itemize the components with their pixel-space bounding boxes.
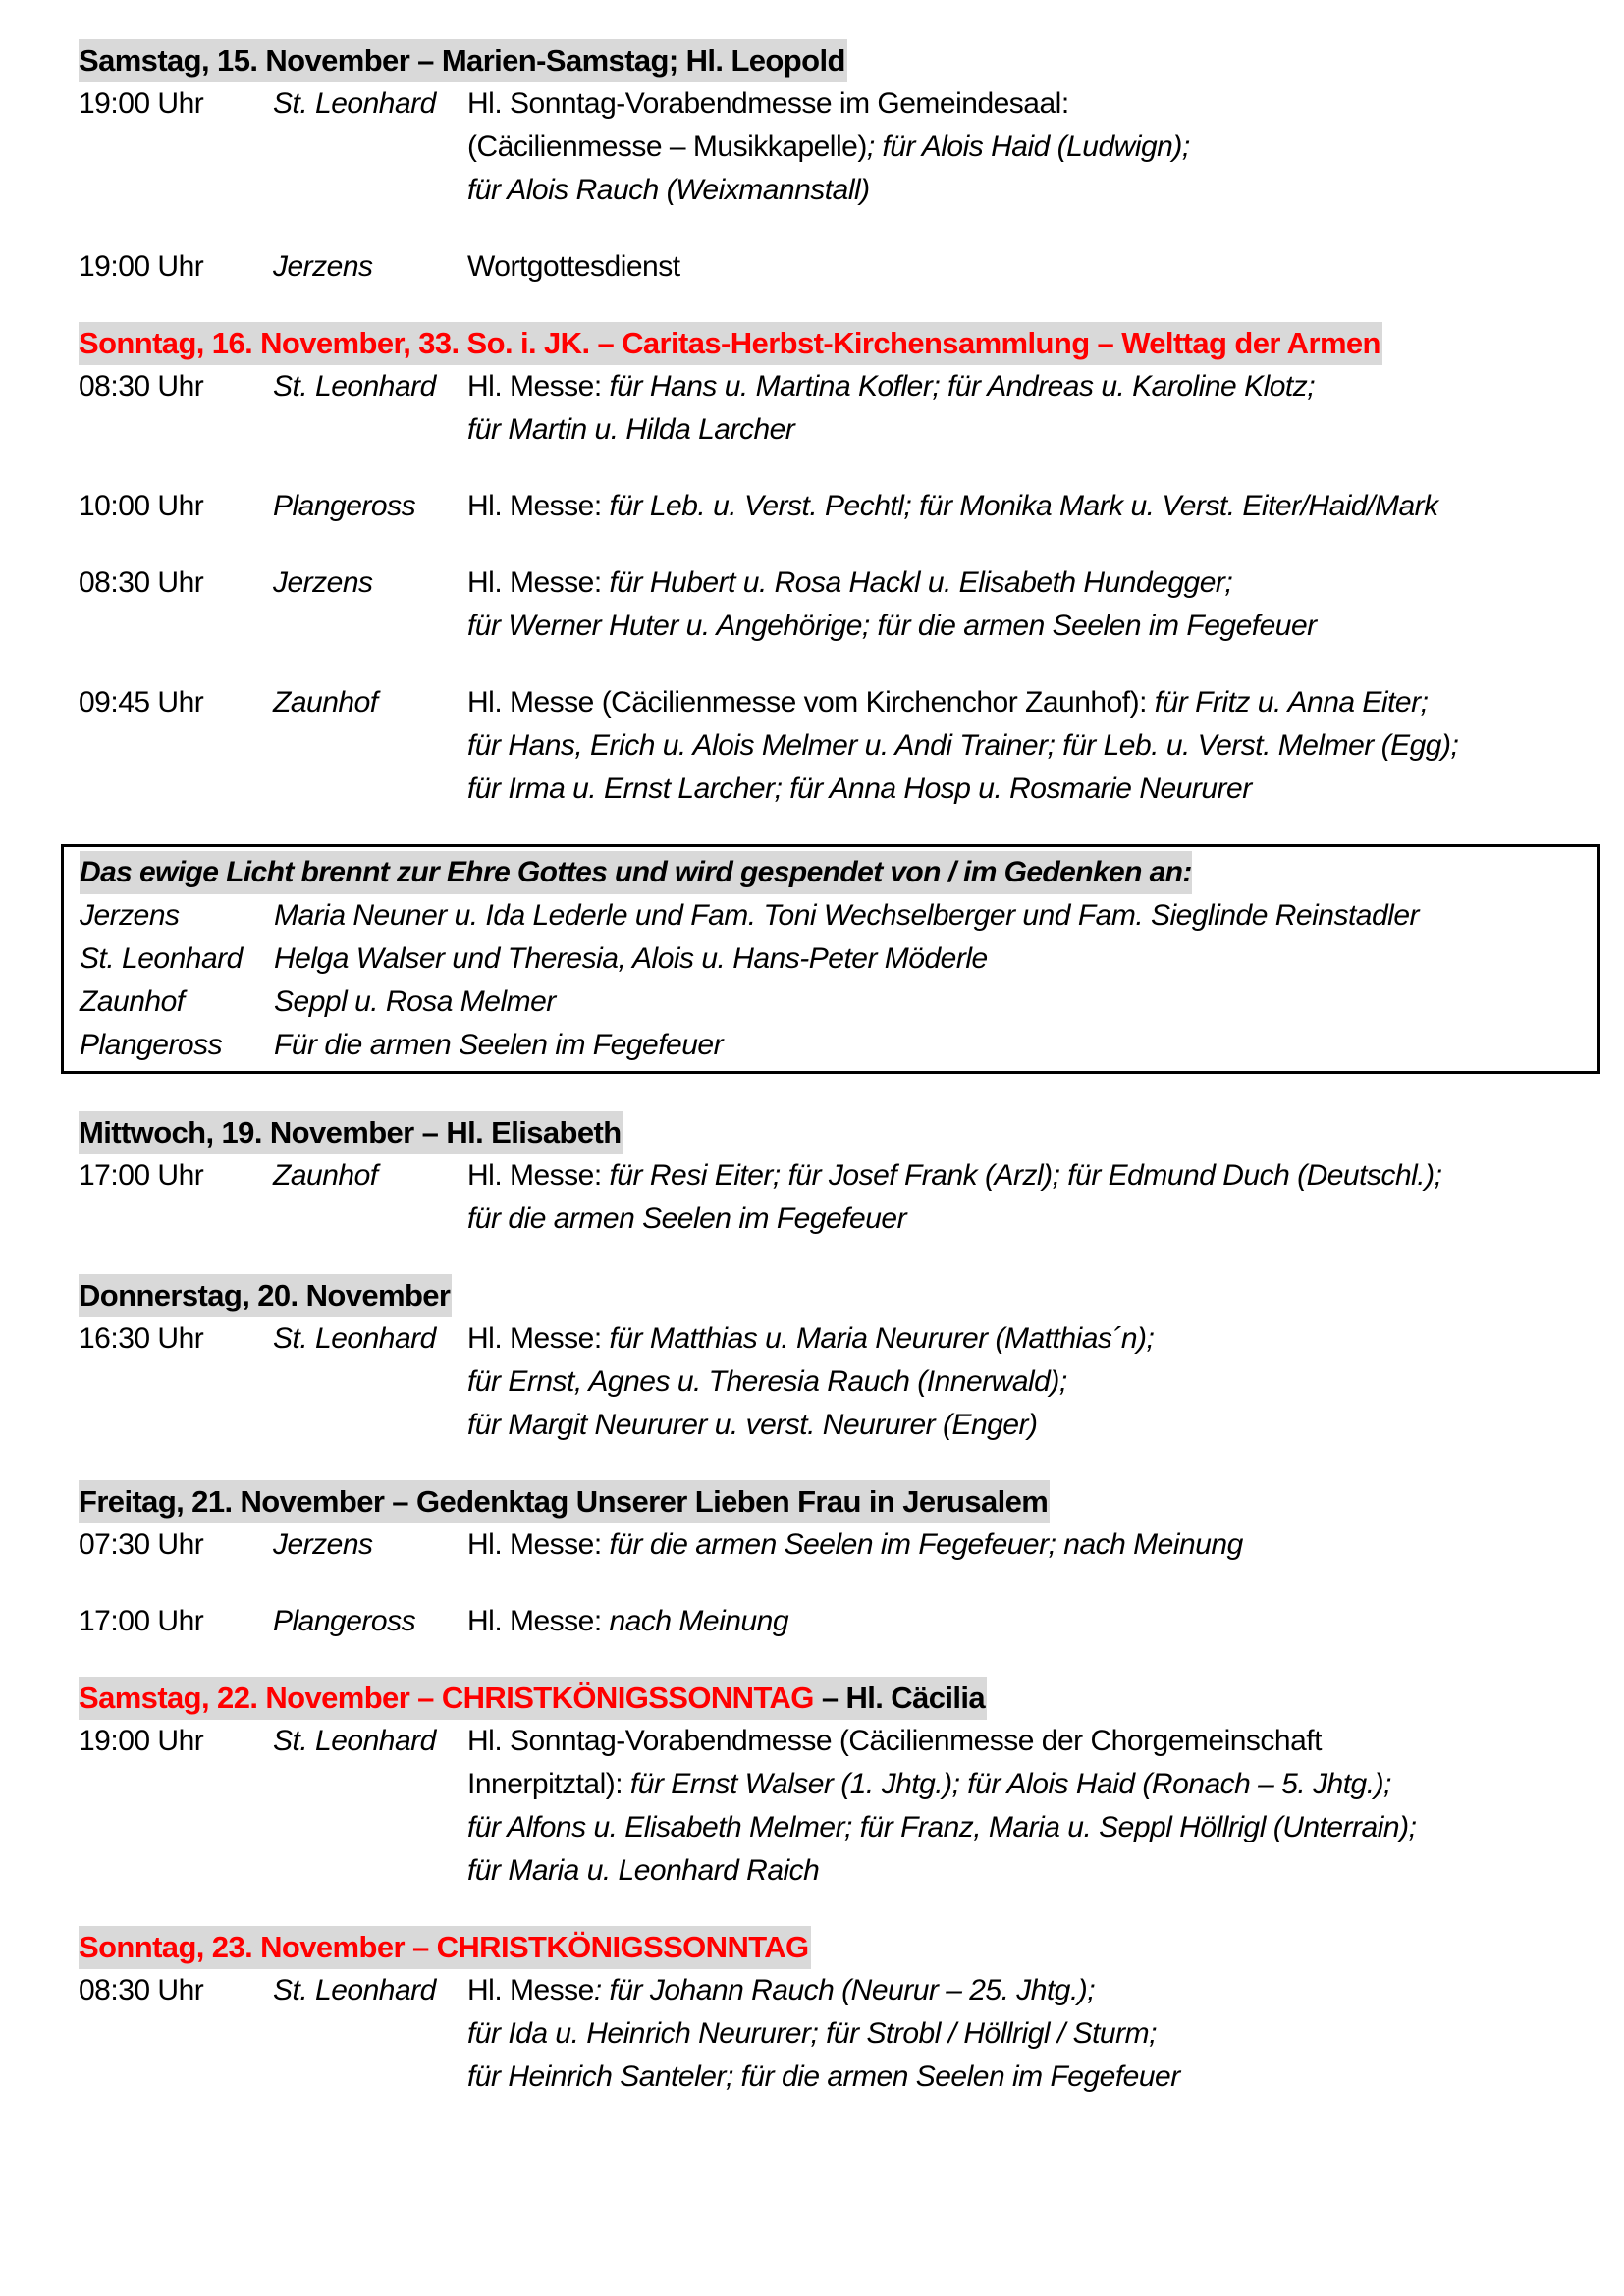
ewiges-licht-rows: [80, 894, 1582, 1067]
service-description: [467, 245, 1581, 289]
day-header-text: Mittwoch, 19. November – Hl. Elisabeth: [79, 1115, 622, 1149]
intention-text: für Leb. u. Verst. Pechtl; für Monika Mark u. Verst. Eiter/Haid/Mark: [609, 490, 1438, 522]
schedule-part-2: [79, 1111, 1581, 2099]
ewiges-licht-location: Plangeross: [80, 1029, 223, 1061]
intention-text: für Hans, Erich u. Alois Melmer u. Andi Trainer; für Leb. u. Verst. Melmer (Egg);: [467, 729, 1459, 762]
service-entry: [79, 485, 1581, 528]
day-header: [79, 1111, 623, 1154]
description-line: [467, 82, 1581, 126]
description-line: [467, 1806, 1581, 1849]
service-location: Plangeross: [273, 490, 416, 522]
service-entry: [79, 561, 1581, 648]
description-line: [467, 169, 1581, 212]
description-line: [467, 1600, 1581, 1643]
service-location: Zaunhof: [273, 686, 378, 719]
service-location: Jerzens: [273, 250, 373, 283]
intention-text: für Irma u. Ernst Larcher; für Anna Hosp u. Rosmarie Neururer: [467, 773, 1252, 805]
day-header: [79, 39, 847, 82]
mass-type-text: Hl. Messe:: [467, 566, 610, 599]
day-header-red: Sonntag, 16. November, 33. So. i. JK. – Caritas-Herbst-Kirchensammlung – Welttag der Armen: [79, 326, 1380, 360]
intention-text: für Matthias u. Maria Neururer (Matthias´n);: [609, 1322, 1155, 1355]
service-time: 17:00 Uhr: [79, 1159, 204, 1192]
intention-text: für Ida u. Heinrich Neururer; für Strobl / Höllrigl / Sturm;: [467, 2017, 1157, 2050]
description-line: [467, 126, 1581, 169]
day-header: [79, 1274, 452, 1317]
service-time: 19:00 Uhr: [79, 87, 204, 120]
service-time: 09:45 Uhr: [79, 686, 204, 719]
mass-type-text: Hl. Sonntag-Vorabendmesse (Cäcilienmesse der Chorgemeinschaft: [467, 1725, 1322, 1757]
service-location: St. Leonhard: [273, 1974, 436, 2006]
service-description: [467, 1600, 1581, 1643]
service-location: St. Leonhard: [273, 1322, 436, 1355]
mass-type-text: Innerpitztal):: [467, 1768, 630, 1800]
mass-type-text: Hl. Messe:: [467, 370, 610, 402]
intention-text: für Maria u. Leonhard Raich: [467, 1854, 820, 1887]
service-time: 08:30 Uhr: [79, 566, 204, 599]
ewiges-licht-row: [80, 1024, 1582, 1067]
description-line: [467, 561, 1581, 605]
description-line: [467, 681, 1581, 724]
mass-type-text: Hl. Messe:: [467, 490, 610, 522]
intention-text: ; für Alois Haid (Ludwign);: [866, 131, 1190, 163]
description-line: [467, 1404, 1581, 1447]
description-line: [467, 365, 1581, 408]
day-block: [79, 1274, 1581, 1447]
service-time: 10:00 Uhr: [79, 490, 204, 522]
description-line: [467, 724, 1581, 768]
description-line: [467, 1523, 1581, 1567]
ewiges-licht-location: Zaunhof: [80, 986, 185, 1018]
description-line: [467, 605, 1581, 648]
service-location: Plangeross: [273, 1605, 416, 1637]
description-line: [467, 408, 1581, 452]
schedule-part-1: [79, 39, 1581, 811]
description-line: [467, 2056, 1581, 2099]
day-block: [79, 39, 1581, 289]
description-line: [467, 768, 1581, 811]
mass-type-text: Hl. Messe:: [467, 1322, 610, 1355]
service-entry: [79, 681, 1581, 811]
intention-text: für Ernst, Agnes u. Theresia Rauch (Innerwald);: [467, 1365, 1067, 1398]
mass-type-text: Hl. Messe (Cäcilienmesse vom Kirchenchor Zaunhof):: [467, 686, 1155, 719]
intention-text: für die armen Seelen im Fegefeuer: [467, 1202, 907, 1235]
service-location: Jerzens: [273, 566, 373, 599]
day-header-text: – Hl. Cäcilia: [813, 1681, 986, 1715]
service-location: Jerzens: [273, 1528, 373, 1561]
day-header: [79, 322, 1382, 365]
ewiges-licht-row: [80, 894, 1582, 937]
ewiges-licht-title: Das ewige Licht brennt zur Ehre Gottes und wird gespendet von / im Gedenken an:: [80, 851, 1192, 894]
mass-type-text: Hl. Messe:: [467, 1528, 610, 1561]
service-description: [467, 561, 1581, 648]
description-line: [467, 1198, 1581, 1241]
description-line: [467, 1154, 1581, 1198]
service-time: 17:00 Uhr: [79, 1605, 204, 1637]
day-header-text: Freitag, 21. November – Gedenktag Unserer Lieben Frau in Jerusalem: [79, 1484, 1049, 1519]
service-entry: [79, 1969, 1581, 2099]
service-location: St. Leonhard: [273, 1725, 436, 1757]
service-entry: [79, 1523, 1581, 1567]
intention-text: für Werner Huter u. Angehörige; für die armen Seelen im Fegefeuer: [467, 610, 1317, 642]
description-line: [467, 1720, 1581, 1763]
description-line: [467, 1849, 1581, 1893]
service-description: [467, 1523, 1581, 1567]
intention-text: für Hans u. Martina Kofler; für Andreas u. Karoline Klotz;: [609, 370, 1316, 402]
day-header: [79, 1480, 1050, 1523]
day-block: [79, 1926, 1581, 2099]
ewiges-licht-donor: Seppl u. Rosa Melmer: [274, 986, 556, 1018]
intention-text: für Resi Eiter; für Josef Frank (Arzl); für Edmund Duch (Deutschl.);: [609, 1159, 1442, 1192]
day-header-text: Samstag, 15. November – Marien-Samstag; Hl. Leopold: [79, 43, 845, 78]
description-line: [467, 245, 1581, 289]
service-description: [467, 1969, 1581, 2099]
service-description: [467, 82, 1581, 212]
day-block: [79, 1677, 1581, 1893]
day-block: [79, 1480, 1581, 1643]
service-entry: [79, 1600, 1581, 1643]
intention-text: für Alfons u. Elisabeth Melmer; für Franz, Maria u. Seppl Höllrigl (Unterrain);: [467, 1811, 1417, 1843]
service-description: [467, 681, 1581, 811]
mass-type-text: Wortgottesdienst: [467, 250, 680, 283]
service-location: Zaunhof: [273, 1159, 378, 1192]
mass-type-text: Hl. Sonntag-Vorabendmesse im Gemeindesaal:: [467, 87, 1069, 120]
day-header: [79, 1926, 811, 1969]
description-line: [467, 1317, 1581, 1361]
mass-type-text: (Cäcilienmesse – Musikkapelle): [467, 131, 867, 163]
day-header: [79, 1677, 987, 1720]
ewiges-licht-row: [80, 937, 1582, 981]
gottesdienstordnung-page: [79, 39, 1581, 2132]
service-entry: [79, 82, 1581, 212]
day-header-text: Donnerstag, 20. November: [79, 1278, 451, 1312]
description-line: [467, 1969, 1581, 2012]
service-description: [467, 1317, 1581, 1447]
mass-type-text: Hl. Messe:: [467, 1605, 610, 1637]
ewiges-licht-donor: Maria Neuner u. Ida Lederle und Fam. Toni Wechselberger und Fam. Sieglinde Reinstadler: [274, 899, 1419, 932]
ewiges-licht-box: [61, 844, 1600, 1074]
ewiges-licht-donor: Helga Walser und Theresia, Alois u. Hans-Peter Möderle: [274, 942, 988, 975]
day-header-red: Sonntag, 23. November – CHRISTKÖNIGSSONNTAG: [79, 1930, 809, 1964]
service-location: St. Leonhard: [273, 370, 436, 402]
service-time: 07:30 Uhr: [79, 1528, 204, 1561]
ewiges-licht-location: Jerzens: [80, 899, 180, 932]
intention-text: für Ernst Walser (1. Jhtg.); für Alois Haid (Ronach – 5. Jhtg.);: [629, 1768, 1391, 1800]
mass-type-text: Hl. Messe:: [467, 1159, 610, 1192]
service-entry: [79, 245, 1581, 289]
description-line: [467, 1361, 1581, 1404]
service-description: [467, 1154, 1581, 1241]
service-time: 08:30 Uhr: [79, 370, 204, 402]
service-time: 19:00 Uhr: [79, 1725, 204, 1757]
service-time: 16:30 Uhr: [79, 1322, 204, 1355]
service-time: 19:00 Uhr: [79, 250, 204, 283]
ewiges-licht-donor: Für die armen Seelen im Fegefeuer: [274, 1029, 724, 1061]
service-entry: [79, 365, 1581, 452]
intention-text: für Martin u. Hilda Larcher: [467, 413, 795, 446]
intention-text: nach Meinung: [609, 1605, 788, 1637]
intention-text: für Fritz u. Anna Eiter;: [1154, 686, 1429, 719]
intention-text: für die armen Seelen im Fegefeuer; nach Meinung: [609, 1528, 1243, 1561]
intention-text: für Margit Neururer u. verst. Neururer (Enger): [467, 1409, 1038, 1441]
description-line: [467, 485, 1581, 528]
day-block: [79, 1111, 1581, 1241]
service-time: 08:30 Uhr: [79, 1974, 204, 2006]
intention-text: für Hubert u. Rosa Hackl u. Elisabeth Hundegger;: [609, 566, 1233, 599]
service-description: [467, 1720, 1581, 1893]
intention-text: für Heinrich Santeler; für die armen Seelen im Fegefeuer: [467, 2060, 1180, 2093]
service-entry: [79, 1720, 1581, 1893]
description-line: [467, 2012, 1581, 2056]
day-header-red: Samstag, 22. November – CHRISTKÖNIGSSONNTAG: [79, 1681, 814, 1715]
service-entry: [79, 1154, 1581, 1241]
service-description: [467, 365, 1581, 452]
service-location: St. Leonhard: [273, 87, 436, 120]
service-description: [467, 485, 1581, 528]
intention-text: : für Johann Rauch (Neurur – 25. Jhtg.);: [593, 1974, 1096, 2006]
ewiges-licht-location: St. Leonhard: [80, 942, 243, 975]
intention-text: für Alois Rauch (Weixmannstall): [467, 174, 870, 206]
mass-type-text: Hl. Messe: [467, 1974, 594, 2006]
description-line: [467, 1763, 1581, 1806]
ewiges-licht-row: [80, 981, 1582, 1024]
day-block: [79, 322, 1581, 811]
service-entry: [79, 1317, 1581, 1447]
